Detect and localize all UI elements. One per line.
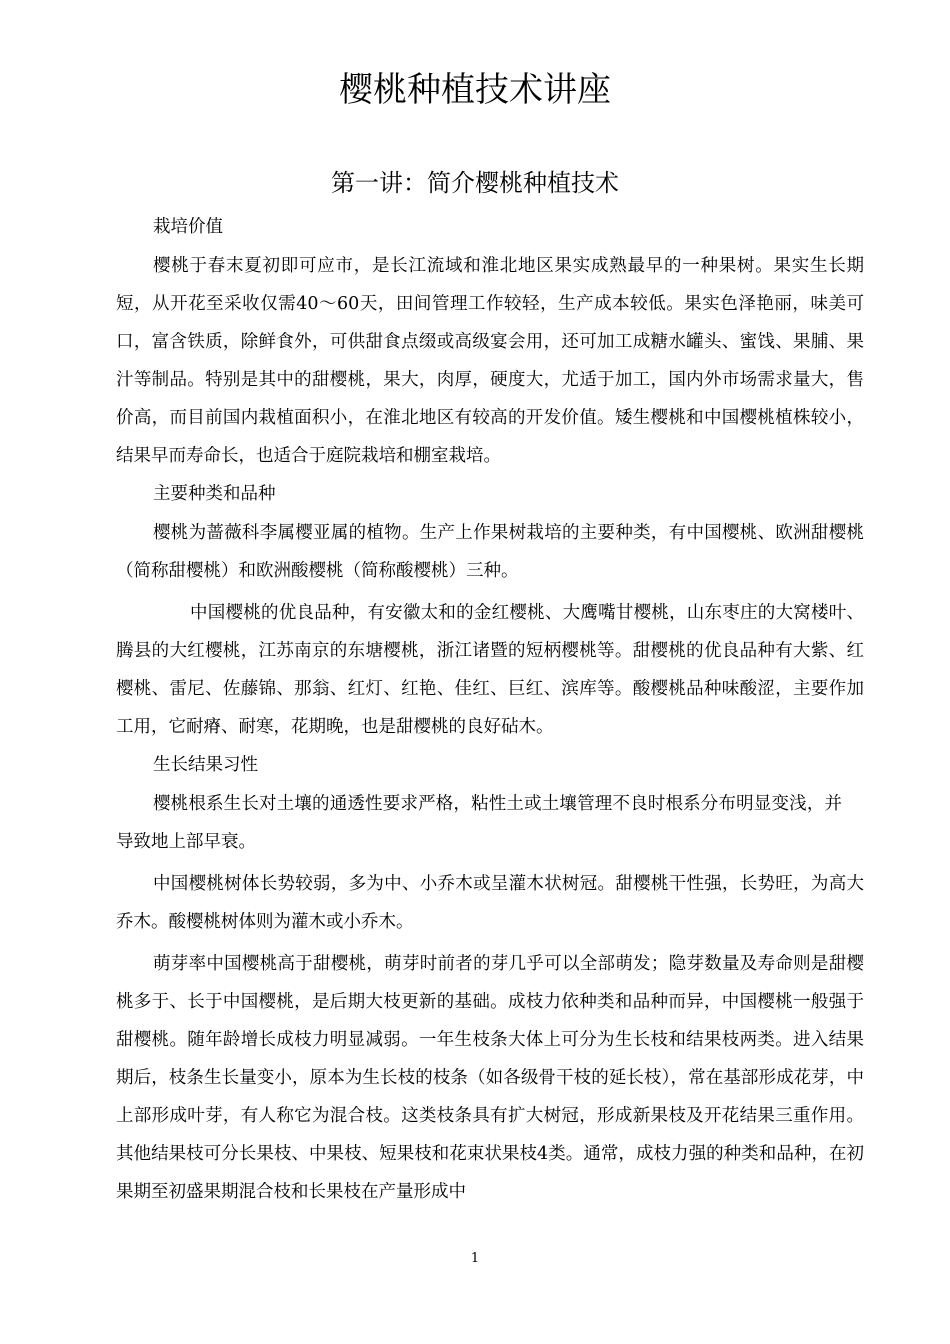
section-heading-value: 栽培价值	[153, 217, 223, 237]
document-title: 樱桃种植技术讲座	[339, 70, 611, 110]
paragraph-species-2: 中国樱桃的优良品种，有安徽太和的金红樱桃、大鹰嘴甘樱桃，山东枣庄的大窝楼叶、腾县的大红樱桃，江苏南京的东塘樱桃，浙江诸暨的短柄樱桃等。甜樱桃的优良品种有大紫、红樱桃、雷尼、佐藤锦、那翁、红灯、红艳、佳红、巨红、滨库等。酸樱桃品种味酸涩，主要作加工用，它耐瘠、耐寒，花期晚，也是甜樱桃的良好砧木。	[116, 603, 864, 737]
document-body	[116, 208, 864, 1211]
paragraph-growth-3: 萌芽率中国樱桃高于甜樱桃，萌芽时前者的芽几乎可以全部萌发；隐芽数量及寿命则是甜樱桃多于、长于中国樱桃，是后期大枝更新的基础。成枝力依种类和品种而异，中国樱桃一般强于甜樱桃。随年龄增长成枝力明显减弱。一年生枝条大体上可分为生长枝和结果枝两类。进入结果期后，枝条生长量变小，原本为生长枝的枝条（如各级骨干枝的延长枝），常在基部形成花芽，中上部形成叶芽，有人称它为混合枝。这类枝条具有扩大树冠，形成新果枝及开花结果三重作用。其他结果枝可分长果枝、中果枝、短果枝和花束状果枝4类。通常，成枝力强的种类和品种，在初果期至初盛果期混合枝和长果枝在产量形成中	[116, 954, 864, 1202]
paragraph-species-1: 樱桃为蔷薇科李属樱亚属的植物。生产上作果树栽培的主要种类，有中国樱桃、欧洲甜樱桃（简称甜樱桃）和欧洲酸樱桃（简称酸樱桃）三种。	[116, 523, 864, 581]
paragraph-growth-2: 中国樱桃树体长势较弱，多为中、小乔木或呈灌木状树冠。甜樱桃干性强，长势旺，为高大乔木。酸樱桃树体则为灌木或小乔木。	[116, 874, 864, 932]
paragraph-value: 樱桃于春末夏初即可应市，是长江流域和淮北地区果实成熟最早的一种果树。果实生长期短，从开花至采收仅需40～60天，田间管理工作较轻，生产成本较低。果实色泽艳丽，味美可口，富含铁质，除鲜食外，可供甜食点缀或高级宴会用，还可加工成糖水罐头、蜜饯、果脯、果汁等制品。特别是其中的甜樱桃，果大，肉厚，硬度大，尤适于加工，国内外市场需求量大，售价高，而目前国内栽植面积小，在淮北地区有较高的开发价值。矮生樱桃和中国樱桃植株较小，结果早而寿命长，也适合于庭院栽培和棚室栽培。	[116, 256, 864, 466]
section-heading-growth: 生长结果习性	[153, 755, 258, 775]
paragraph-growth-1: 樱桃根系生长对土壤的通透性要求严格，粘性土或土壤管理不良时根系分布明显变浅，并导致地上部早衰。	[116, 794, 842, 852]
page-number: 1	[470, 1251, 480, 1266]
lecture-subtitle: 第一讲：简介樱桃种植技术	[331, 169, 619, 197]
section-heading-species: 主要种类和品种	[153, 484, 276, 504]
